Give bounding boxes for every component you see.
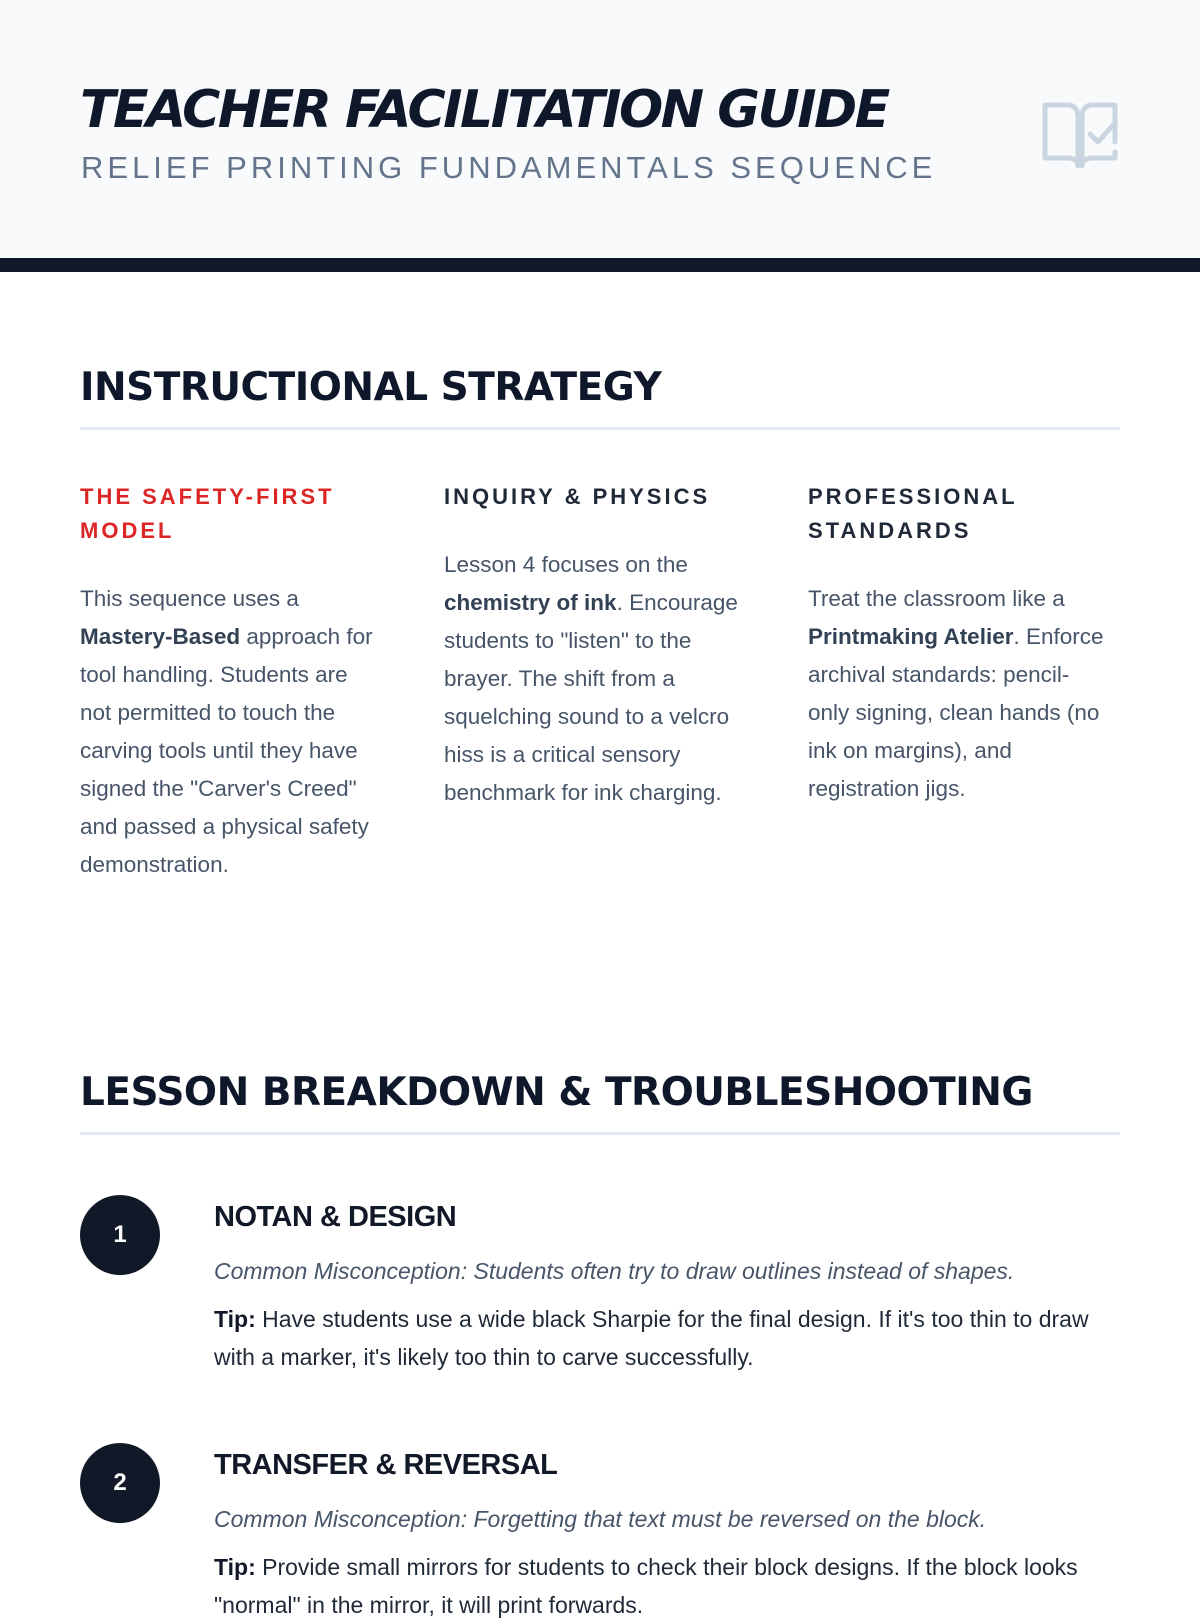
step-number-badge: 2 (80, 1443, 160, 1523)
strategy-text: This sequence uses a Mastery-Based approach for tool handling. Students are not permitted to touch the carving tools until they have signed the "Carver's Creed" and passed a physical safety demonstration. (80, 586, 373, 877)
section-title-lessons: LESSON BREAKDOWN & TROUBLESHOOTING (80, 1073, 1120, 1135)
strategy-heading: INQUIRY & PHYSICS (444, 484, 711, 509)
document-title: TEACHER FACILITATION GUIDE (80, 80, 888, 140)
section-title-strategy: INSTRUCTIONAL STRATEGY (80, 368, 1120, 430)
strategy-text: Treat the classroom like a Printmaking Atelier. Enforce archival standards: pencil-only signing, clean hands (no ink on margins), and registration jigs. (808, 586, 1104, 801)
step-content (214, 1195, 1114, 1376)
strategy-heading: THE SAFETY-FIRST MODEL (80, 484, 335, 543)
book-check-icon (1040, 100, 1120, 172)
strategy-heading: PROFESSIONAL STANDARDS (808, 484, 1018, 543)
step-title: TRANSFER & REVERSAL (214, 1449, 558, 1481)
instructional-strategy-section (80, 365, 1120, 877)
step-tip: Tip: Have students use a wide black Sharpie for the final design. If it's too thin to draw with a marker, it's likely too thin to carve successfully. (214, 1306, 1089, 1370)
strategy-card-standards (808, 480, 1108, 808)
page-header (0, 0, 1200, 272)
document-subtitle: RELIEF PRINTING FUNDAMENTALS SEQUENCE (81, 150, 937, 185)
step-misconception: Common Misconception: Forgetting that text must be reversed on the block. (214, 1506, 987, 1532)
strategy-text: Lesson 4 focuses on the chemistry of ink. Encourage students to "listen" to the brayer. The shift from a squelching sound to a velcro hiss is a critical sensory benchmark for ink charging. (444, 552, 738, 805)
step-tip: Tip: Provide small mirrors for students to check their block designs. If the block looks "normal" in the mirror, it will print forwards. (214, 1554, 1078, 1618)
step-number-badge: 1 (80, 1195, 160, 1275)
lesson-breakdown-section (80, 1070, 1120, 1618)
strategy-card-safety (80, 480, 380, 884)
strategy-card-inquiry (444, 480, 744, 812)
step-content (214, 1443, 1114, 1624)
step-title: NOTAN & DESIGN (214, 1201, 457, 1233)
step-misconception: Common Misconception: Students often try to draw outlines instead of shapes. (214, 1258, 1015, 1284)
